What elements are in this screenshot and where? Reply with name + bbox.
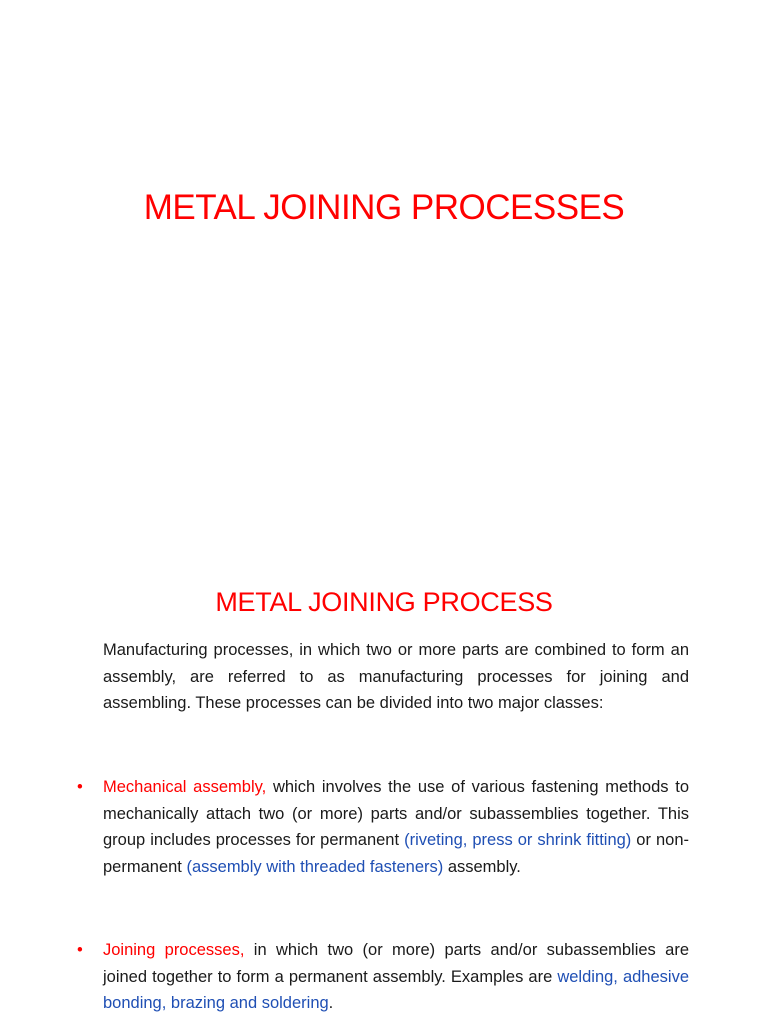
- bullet-dot-icon: •: [77, 941, 83, 959]
- bullet-example: (assembly with threaded fasteners): [186, 857, 444, 876]
- bullet-text: or non-permanent: [103, 831, 690, 876]
- bullet-text: assembly.: [443, 857, 521, 876]
- main-title: METAL JOINING PROCESSES: [143, 188, 625, 227]
- bullet-example: (riveting, press or shrink fitting): [404, 831, 632, 849]
- bullet-term: Joining processes,: [103, 941, 245, 959]
- bullet-example: welding, adhesive bonding, brazing and soldering: [103, 967, 689, 1012]
- bullet-text: in which two (or more) parts and/or subassemblies are joined together to form a permanent assembly. Examples are: [103, 941, 689, 986]
- slide-content: [0, 540, 768, 1024]
- bullet-text: which involves the use of various fastening methods to mechanically attach two (or more) parts and/or subassemblies together. This group includes processes for permanent: [103, 778, 690, 849]
- bullet-dot-icon: •: [77, 778, 83, 796]
- section-title: METAL JOINING PROCESS: [215, 587, 553, 617]
- bullet-mechanical-assembly: [77, 774, 690, 880]
- intro-paragraph: Manufacturing processes, in which two or more parts are combined to form an assembly, are referred to as manufacturing processes for joining and assembling. These processes can be divided into two major classes:: [103, 641, 689, 712]
- bullet-term: Mechanical assembly,: [103, 778, 267, 796]
- bullet-text: .: [328, 994, 334, 1012]
- bullet-joining-processes: [77, 937, 689, 1017]
